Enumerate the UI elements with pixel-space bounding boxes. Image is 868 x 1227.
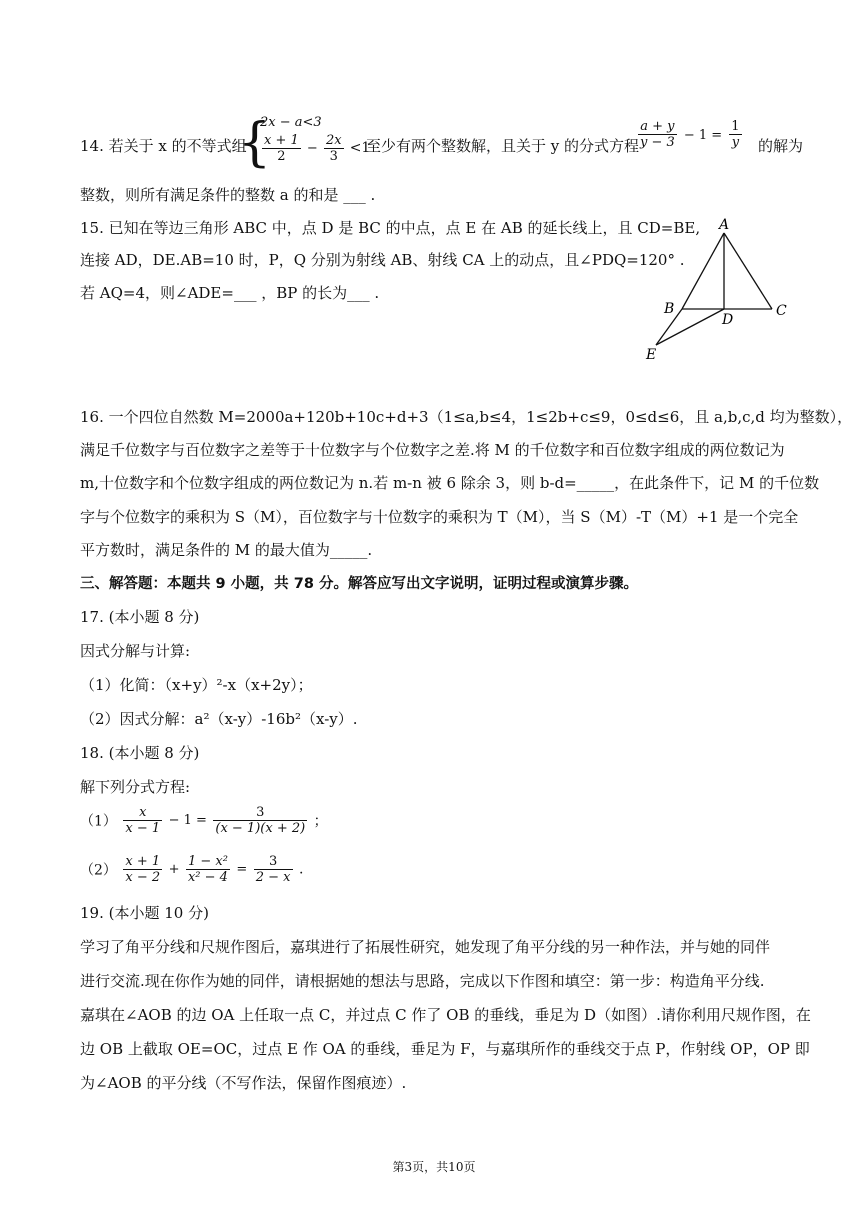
q17-title: 17. (本小题 8 分) [80, 608, 200, 626]
q19-title: 19. (本小题 10 分) [80, 904, 209, 922]
q14-brace: { [238, 113, 272, 173]
q17-item2: （2）因式分解：a²（x-y）-16b²（x-y）. [80, 710, 358, 728]
q19-line5: 为∠AOB 的平分线（不写作法，保留作图痕迹）. [80, 1074, 407, 1092]
label-d: D [722, 312, 734, 328]
label-b: B [664, 301, 675, 317]
q18-item2: （2） $\frac{x + 1}{x - 2}$ + $\frac{\text{1 − x²}}{\text{x² − 4}}$ = $\frac{3}{2 - x}$ . [80, 854, 304, 885]
q14-line1 [80, 113, 804, 175]
q16-line3: m,十位数字和个位数字组成的两位数记为 n.若 m-n 被 6 除余 3，则 b-d=_____，在此条件下，记 M 的千位数 [80, 474, 820, 492]
q15-line1: 15. 已知在等边三角形 ABC 中，点 D 是 BC 的中点，点 E 在 AB 的延长线上，且 CD=BE, [80, 219, 701, 237]
q19-line2: 进行交流.现在你作为她的同伴，请根据她的想法与思路，完成以下作图和填空：第一步：构造角平分线. [80, 972, 765, 990]
section-3-heading: 三、解答题：本题共 9 小题，共 78 分。解答应写出文字说明，证明过程或演算步骤。 [80, 576, 638, 592]
q15-triangle-figure [640, 215, 800, 365]
q14-sys-line2: $\frac{x + 1}{2}$ − $\frac{2x}{3}$ <1 [264, 133, 371, 164]
q16-line2: 满足千位数字与百位数字之差等于十位数字与个位数字之差.将 M 的千位数字和百位数字组成的两位数记为 [80, 441, 785, 459]
segment-ab [682, 233, 724, 309]
q18-intro: 解下列分式方程: [80, 778, 191, 796]
q14-sys-line1: 2x − a<3 [260, 115, 322, 130]
q14-prefix: 14. 若关于 x 的不等式组 [80, 137, 247, 155]
q14-equation: $\frac{a + y}{y - 3}$ − 1 = $\frac{1}{y}$ [640, 119, 740, 150]
q18-title: 18. (本小题 8 分) [80, 744, 200, 762]
segment-ac [724, 233, 772, 309]
q14-suffix: 的解为 [758, 137, 804, 155]
q16-line5: 平方数时，满足条件的 M 的最大值为_____. [80, 541, 373, 559]
q16-line1: 16. 一个四位自然数 M=2000a+120b+10c+d+3（1≤a,b≤4，1≤2b+c≤9，0≤d≤6，且 a,b,c,d 均为整数）， [80, 408, 853, 426]
q17-item1: （1）化简：（x+y）²-x（x+2y）； [80, 676, 313, 694]
q18-item1: （1） $\frac{x}{x - 1}$ − 1 = $\frac{3}{(x - 1)(x + 2)}$ ； [80, 805, 328, 836]
q14-middle: 至少有两个整数解，且关于 y 的分式方程 [366, 137, 640, 155]
q19-line4: 边 OB 上截取 OE=OC，过点 E 作 OA 的垂线，垂足为 F，与嘉琪所作的垂线交于点 P，作射线 OP，OP 即 [80, 1040, 810, 1058]
q15-line2: 连接 AD，DE.AB=10 时，P，Q 分别为射线 AB、射线 CA 上的动点，且∠PDQ=120° . [80, 251, 685, 269]
label-e: E [646, 347, 657, 363]
q15-line3: 若 AQ=4，则∠ADE=___ ，BP 的长为___ . [80, 284, 380, 302]
q19-line1: 学习了角平分线和尺规作图后，嘉琪进行了拓展性研究，她发现了角平分线的另一种作法，并与她的同伴 [80, 938, 771, 956]
q16-line4: 字与个位数字的乘积为 S（M），百位数字与十位数字的乘积为 T（M），当 S（M）-T（M）+1 是一个完全 [80, 508, 799, 526]
page-footer: 第3页，共10页 [392, 1160, 476, 1174]
label-a: A [719, 217, 730, 233]
label-c: C [776, 303, 787, 319]
q17-intro: 因式分解与计算: [80, 642, 191, 660]
q14-system [260, 115, 370, 164]
q19-line3: 嘉琪在∠AOB 的边 OA 上任取一点 C，并过点 C 作了 OB 的垂线，垂足为 D（如图）.请你利用尺规作图，在 [80, 1006, 811, 1024]
q14-line2: 整数，则所有满足条件的整数 a 的和是 ___ . [80, 186, 376, 204]
